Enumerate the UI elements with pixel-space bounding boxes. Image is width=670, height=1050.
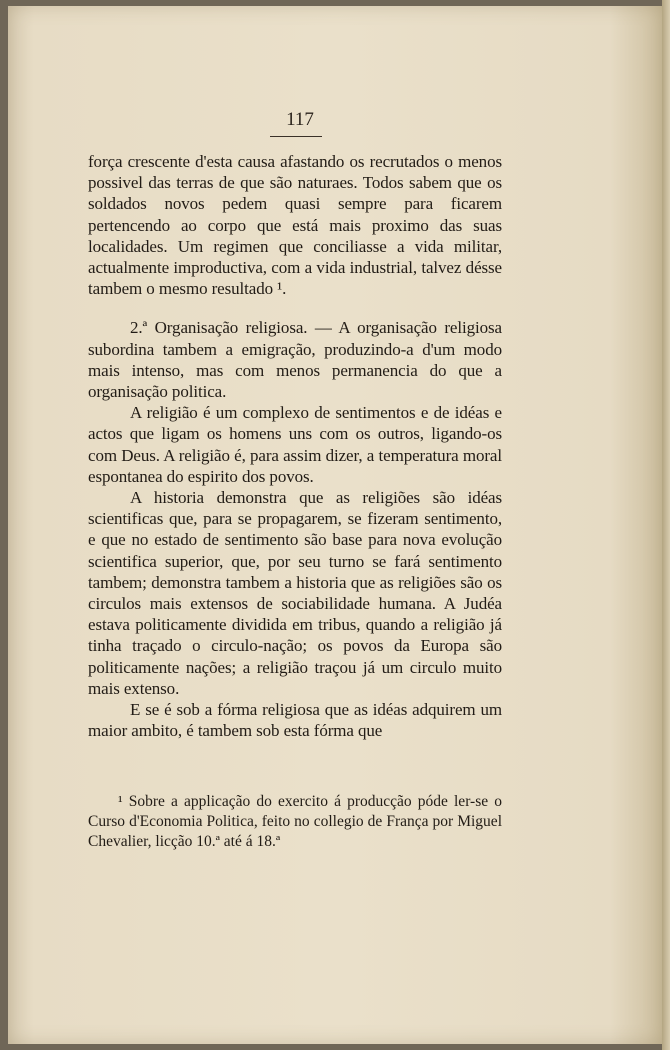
paragraph-section-heading: 2.ª Organisação religiosa. — A organisação religiosa subordina tambem a emigração, produzindo-a d'um modo mais intenso, mas com menos permanencia do que a organisação politica.	[88, 318, 502, 402]
paragraph: E se é sob a fórma religiosa que as idéas adquirem um maior ambito, é tambem sob esta fórma que	[88, 700, 502, 741]
book-edge	[662, 0, 670, 1050]
footnote	[88, 792, 502, 852]
paragraph: A religião é um complexo de sentimentos e de idéas e actos que ligam os homens uns com os outros, ligando-os com Deus. A religião é, para assim dizer, a temperatura moral espontanea do espirito dos povos.	[88, 403, 502, 486]
paragraph: A historia demonstra que as religiões são idéas scientificas que, para se propagarem, se fizeram sentimento, e que no estado de sentimento são base para nova evolução scientifica superior, que, por seu turno se fará sentimento tambem; demonstra tambem a historia que as religiões são os circulos mais extensos de sociabilidade humana. A Judéa estava politicamente dividida em tribus, quando a religião já tinha traçado o circulo-nação; os povos da Europa são politicamente nações; a religião traçou já um circulo muito mais extenso.	[88, 488, 502, 698]
page-number: 117	[286, 109, 314, 130]
body-text	[88, 151, 502, 741]
paragraph-continued: força crescente d'esta causa afastando os recrutados o menos possivel das terras de que são naturaes. Todos sabem que os soldados novos pedem quasi sempre para ficarem pertencendo ao corpo que está mais proximo das suas localidades. Um regimen que conciliasse a vida militar, actualmente improductiva, com a vida industrial, talvez désse tambem o mesmo resultado ¹.	[88, 152, 502, 299]
header-rule	[270, 136, 322, 137]
book-page	[8, 6, 662, 1044]
footnote-text: ¹ Sobre a applicação do exercito á producção póde ler-se o Curso d'Economia Politica, feito no collegio de França por Miguel Chevalier, licção 10.ª até á 18.ª	[88, 793, 502, 850]
